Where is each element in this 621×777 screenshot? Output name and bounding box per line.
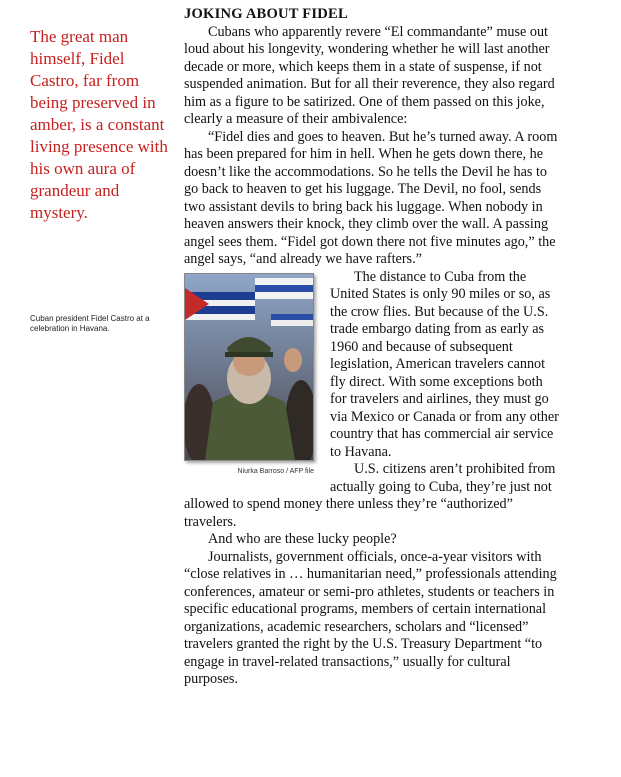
article-paragraph: The distance to Cuba from the United States is only 90 miles or so, as the crow flies. But because of the U.S. trade embargo dating from as early as 1960 and because of subsequent legislation, American travelers cannot fly direct. With some exceptions both for travelers and airlines, they must go via Mexico or Canada or from any other country that has commercial air service to Havana. bbox=[330, 268, 559, 460]
article-paragraph: U.S. citizens aren’t prohibited from actually going to Cuba, they’re just not allowed to spend money there unless they’re “authorized” travelers. bbox=[184, 461, 556, 530]
article-heading: JOKING ABOUT FIDEL bbox=[184, 6, 348, 22]
article bbox=[184, 6, 560, 689]
pull-quote: The great man himself, Fidel Castro, far from being preserved in amber, is a constant living presence with his own aura of grandeur and mystery. bbox=[30, 27, 168, 222]
photo-block bbox=[184, 273, 320, 481]
article-paragraph: “Fidel dies and goes to heaven. But he’s turned away. A room has been prepared for him in hell. When he gets down there, he doesn’t like the accommodations. So he tells the Devil he has to go back to heaven to get his luggage. The Devil, no fool, sends two assistant devils to bring back his luggage. When nobody in heaven answers their knock, they climb over the wall. A passing angel sees them. “Fidel got down there not five minutes ago,” the angel says, “and already we have rafters.” bbox=[184, 128, 558, 267]
article-paragraph: Cubans who apparently revere “El commandante” muse out loud about his longevity, wondering whether he will last another decade or more, which keeps them in a state of suspense, if not suspended animation. But for all their reverence, they also regard him as a figure to be satirized. One of them passed on this joke, clearly a measure of their ambivalence: bbox=[184, 23, 555, 127]
photo-caption: Cuban president Fidel Castro at a celebration in Havana. bbox=[30, 314, 150, 333]
article-paragraph: Journalists, government officials, once-a-year visitors with “close relatives in … humanitarian need,” professionals attending conferences, amateur or semi-pro athletes, students or teachers in specific educational programs, members of certain international organizations, academic researchers, scholars and “licensed” travelers granted the right by the U.S. Treasury Department “to engage in travel-related transactions,” usually for cultural purposes. bbox=[184, 548, 557, 687]
article-paragraph: And who are these lucky people? bbox=[208, 531, 397, 547]
photo-credit: Niurka Barroso / AFP file bbox=[237, 467, 314, 475]
castro-photo bbox=[184, 273, 314, 461]
